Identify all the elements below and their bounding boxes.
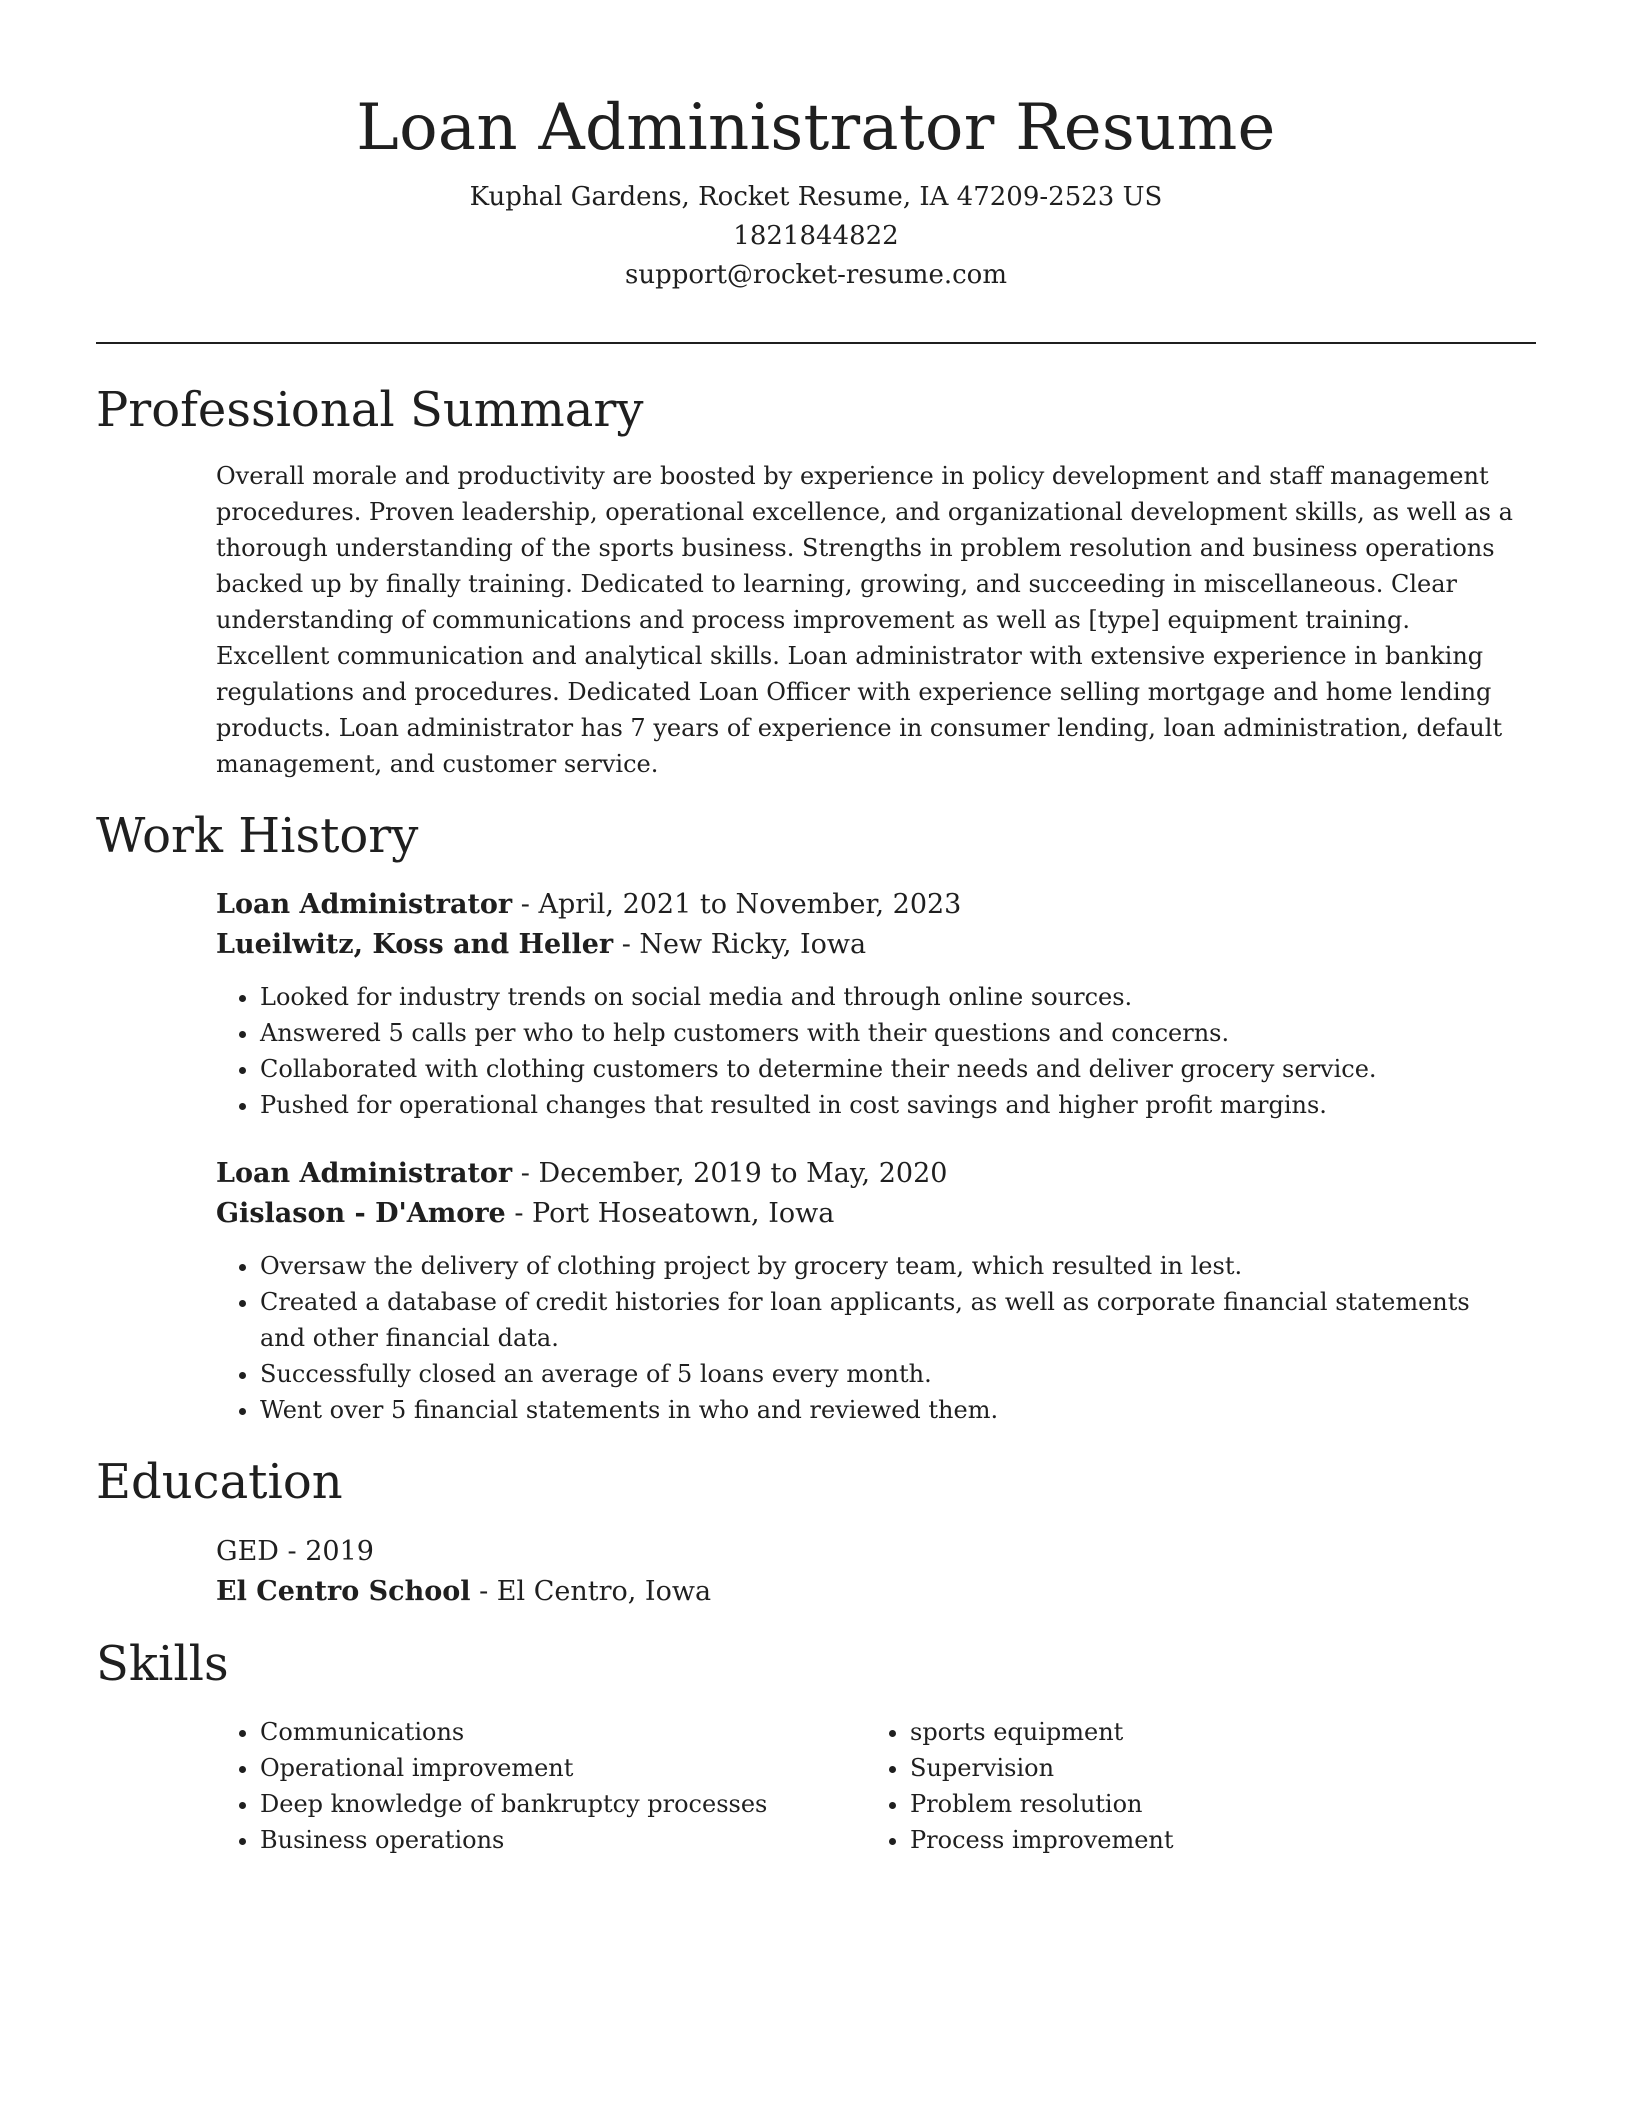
company-name: Gislason - D'Amore [216, 1198, 506, 1229]
job-bullet: • Pushed for operational changes that resulted in cost savings and higher profit margins. [260, 1087, 1516, 1123]
job-bullet: • Oversaw the delivery of clothing project by grocery team, which resulted in lest. [260, 1248, 1516, 1284]
separator: - [512, 1158, 539, 1189]
separator: - [505, 1198, 533, 1229]
job-title-line [216, 1154, 1516, 1194]
school-location: El Centro, Iowa [496, 1576, 712, 1607]
work-history-heading: Work History [96, 808, 419, 864]
job-bullets [216, 1248, 1516, 1428]
summary-heading: Professional Summary [96, 382, 644, 438]
skills-column-right [866, 1714, 1516, 1858]
skill-item: • sports equipment [910, 1714, 1516, 1750]
skills-list [216, 1714, 1516, 1858]
job-title-line [216, 885, 1516, 925]
resume-header [96, 84, 1536, 295]
job-title: Loan Administrator [216, 1158, 513, 1189]
company-location: Port Hoseatown, Iowa [532, 1198, 835, 1229]
education-entry [216, 1532, 1516, 1612]
skills-heading: Skills [96, 1636, 229, 1692]
skill-item: • Communications [260, 1714, 866, 1750]
job-entry [216, 885, 1516, 1123]
separator: - [278, 1536, 306, 1567]
school-name: El Centro School [216, 1576, 471, 1607]
separator: - [512, 889, 539, 920]
summary-section [216, 458, 1516, 782]
skill-item: • Operational improvement [260, 1750, 866, 1786]
job-bullet: • Went over 5 financial statements in who and reviewed them. [260, 1392, 1516, 1428]
skill-item: • Problem resolution [910, 1786, 1516, 1822]
separator: - [613, 929, 640, 960]
degree-line [216, 1532, 1516, 1572]
company-name: Lueilwitz, Koss and Heller [216, 929, 614, 960]
job-dates: December, 2019 to May, 2020 [538, 1158, 948, 1189]
job-title: Loan Administrator [216, 889, 513, 920]
job-bullet: • Looked for industry trends on social media and through online sources. [260, 979, 1516, 1015]
separator: - [470, 1576, 497, 1607]
contact-email: support@rocket-resume.com [624, 260, 1007, 290]
resume-title: Loan Administrator Resume [356, 91, 1276, 165]
company-line [216, 1194, 1516, 1234]
contact-info [96, 178, 1536, 295]
job-dates: April, 2021 to November, 2023 [538, 889, 962, 920]
job-bullet: • Created a database of credit histories for loan applicants, as well as corporate financial statements and other financial data. [260, 1284, 1516, 1356]
header-divider [96, 342, 1536, 344]
school-line [216, 1572, 1516, 1612]
job-bullet: • Answered 5 calls per who to help customers with their questions and concerns. [260, 1015, 1516, 1051]
contact-address: Kuphal Gardens, Rocket Resume, IA 47209-2523 US [469, 182, 1163, 212]
degree-name: GED [216, 1536, 279, 1567]
education-heading: Education [96, 1454, 343, 1510]
contact-phone: 1821844822 [733, 221, 899, 251]
summary-text: Overall morale and productivity are boosted by experience in policy development and staff management procedures. Proven leadership, operational excellence, and organizational development skills, as well as a thorough understanding of the sports business. Strengths in problem resolution and business operations backed up by finally training. Dedicated to learning, growing, and succeeding in miscellaneous. Clear understanding of communications and process improvement as well as [type] equipment training. Excellent communication and analytical skills. Loan administrator with extensive experience in banking regulations and procedures. Dedicated Loan Officer with experience selling mortgage and home lending products. Loan administrator has 7 years of experience in consumer lending, loan administration, default management, and customer service. [216, 462, 1513, 778]
skill-item: • Deep knowledge of bankruptcy processes [260, 1786, 866, 1822]
company-line [216, 925, 1516, 965]
job-entry [216, 1154, 1516, 1428]
degree-year: 2019 [305, 1536, 374, 1567]
job-bullets [216, 979, 1516, 1123]
skill-item: • Business operations [260, 1822, 866, 1858]
company-location: New Ricky, Iowa [639, 929, 867, 960]
job-bullet: • Collaborated with clothing customers to determine their needs and deliver grocery service. [260, 1051, 1516, 1087]
job-bullet: • Successfully closed an average of 5 loans every month. [260, 1356, 1516, 1392]
skill-item: • Process improvement [910, 1822, 1516, 1858]
skills-column-left [216, 1714, 866, 1858]
skill-item: • Supervision [910, 1750, 1516, 1786]
